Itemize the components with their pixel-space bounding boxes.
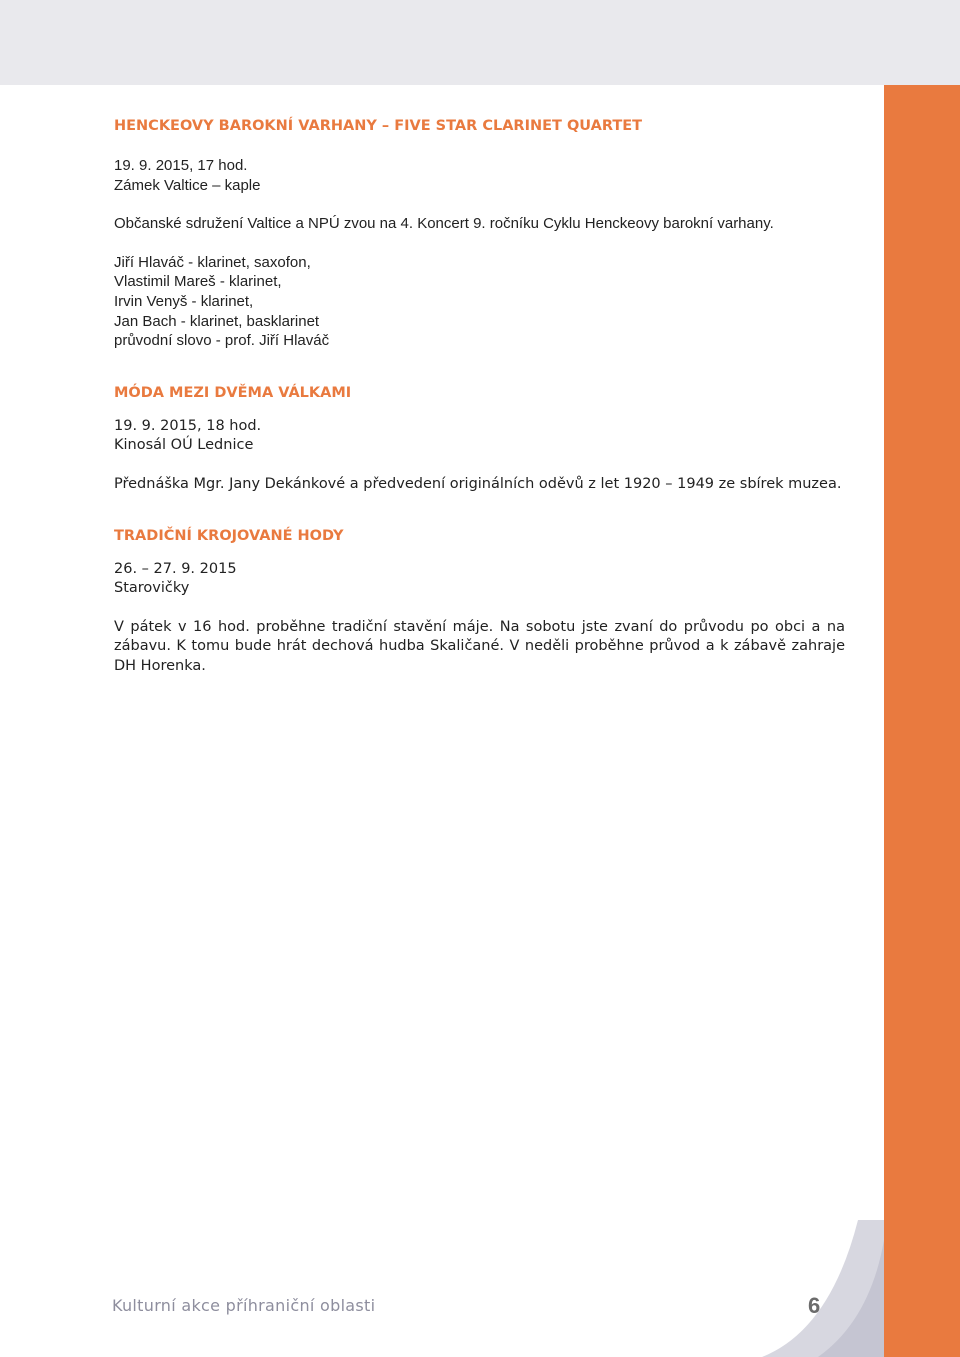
event-section-1 (114, 116, 845, 351)
performer-line: Jan Bach - klarinet, basklarinet (114, 312, 320, 330)
event-description: Občanské sdružení Valtice a NPÚ zvou na 4. Koncert 9. ročníku Cyklu Henckeovy barokní varhany. (114, 215, 774, 233)
header-band (0, 0, 960, 85)
event-date: 19. 9. 2015, 17 hod. (114, 157, 248, 174)
side-accent-bar (884, 85, 960, 1357)
event-place: Zámek Valtice – kaple (114, 176, 261, 194)
page-number: 6 (808, 1293, 821, 1318)
event-date: 26. – 27. 9. 2015 (114, 560, 237, 577)
event-description: V pátek v 16 hod. proběhne tradiční stavění máje. Na sobotu jste zvaní do průvodu po obci a na zábavu. K tomu bude hrát dechová hudba Skaličané. V neděli proběhne průvod a k zábavě zahraje DH Horenka. (114, 618, 845, 674)
event-place: Starovičky (114, 580, 190, 597)
event-place: Kinosál OÚ Lednice (114, 437, 254, 454)
event-title: HENCKEOVY BAROKNÍ VARHANY – FIVE STAR CLARINET QUARTET (114, 118, 643, 134)
event-title: TRADIČNÍ KROJOVANÉ HODY (114, 527, 344, 544)
performer-line: Jiří Hlaváč - klarinet, saxofon, (114, 253, 311, 271)
performer-line: Irvin Venyš - klarinet, (114, 292, 254, 310)
performer-line: průvodní slovo - prof. Jiří Hlaváč (114, 332, 330, 350)
event-description: Přednáška Mgr. Jany Dekánkové a předvedení originálních oděvů z let 1920 – 1949 ze sbírek muzea. (114, 475, 842, 492)
performer-line: Vlastimil Mareš - klarinet, (114, 273, 282, 291)
page-content (114, 116, 845, 677)
event-title: MÓDA MEZI DVĚMA VÁLKAMI (114, 384, 352, 401)
event-section-2 (114, 383, 845, 495)
footer-swoosh (700, 1220, 960, 1357)
event-section-3 (114, 526, 845, 677)
event-date: 19. 9. 2015, 18 hod. (114, 417, 262, 434)
footer-title: Kulturní akce příhraniční oblasti (112, 1296, 376, 1315)
